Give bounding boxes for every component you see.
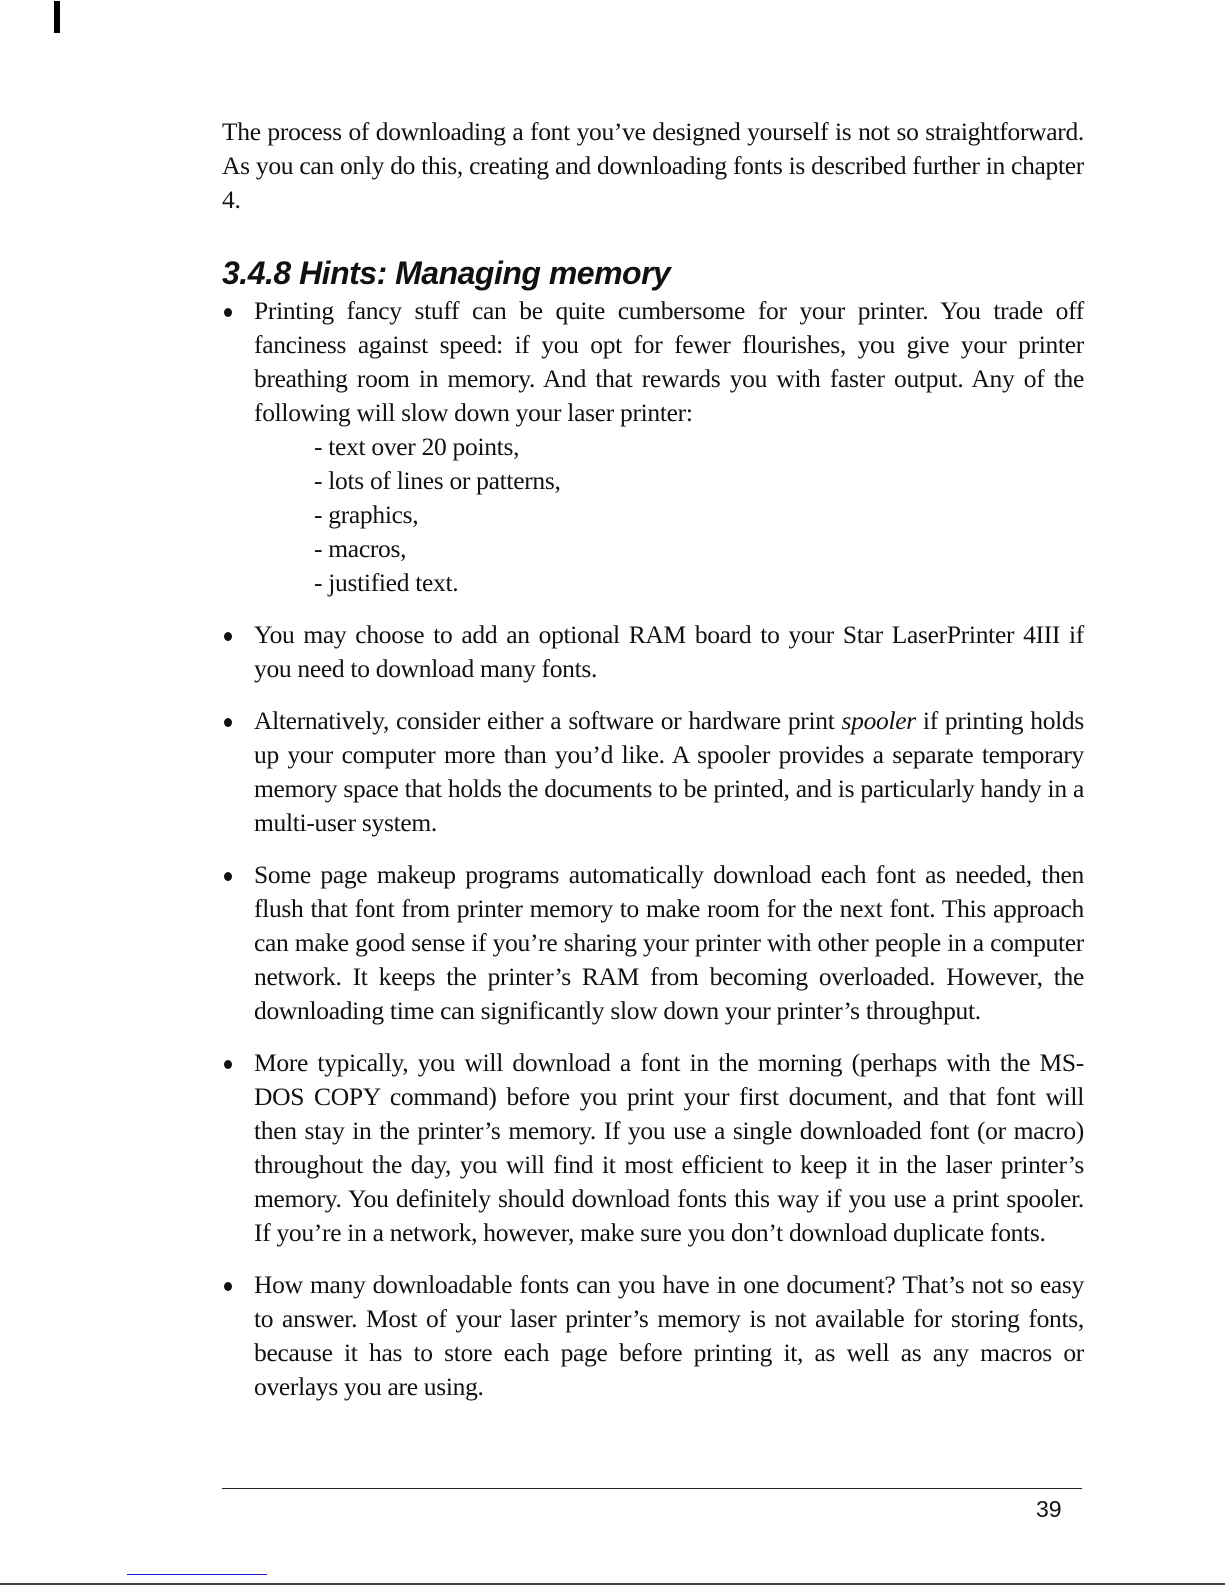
bullet-icon [224, 308, 232, 317]
list-item [222, 1046, 1084, 1250]
slowdown-factors-list [254, 430, 1084, 600]
sub-list-item: - graphics, [314, 500, 419, 529]
footer-rule [222, 1488, 1082, 1489]
text-segment: if printing holds up your computer more than you’d like. A spooler provides a separate temporary memory space that holds the documents to be printed, and is particularly handy in a multi-user system. [254, 706, 1084, 837]
list-item [222, 618, 1084, 686]
sub-list-item: - lots of lines or patterns, [314, 466, 561, 495]
emphasis-spooler: spooler [841, 706, 916, 735]
list-item [222, 1268, 1084, 1404]
list-item-text: Printing fancy stuff can be quite cumbersome for your printer. You trade off fanciness against speed: if you opt for fewer flourishes, you give your printer breathing room in memory. And that rewards you with faster output. Any of the following will slow down your laser printer: [254, 296, 1084, 427]
list-item-text: Some page makeup programs automatically download each font as needed, then flush that font from printer memory to make room for the next font. This approach can make good sense if you’re sharing your printer with other people in a computer network. It keeps the printer’s RAM from becoming overloaded. However, the downloading time can significantly slow down your printer’s throughput. [254, 860, 1084, 1025]
sub-list-item: - justified text. [314, 568, 459, 597]
sub-list-item: - text over 20 points, [314, 432, 520, 461]
list-item [222, 704, 1084, 840]
document-page [222, 115, 1084, 1422]
list-item [222, 294, 1084, 600]
bullet-icon [224, 718, 232, 727]
bullet-icon [224, 1060, 232, 1069]
sub-list-item: - macros, [314, 534, 407, 563]
hints-list [222, 294, 1084, 1404]
list-item [222, 858, 1084, 1028]
scan-margin-mark [54, 1, 60, 33]
section-heading: 3.4.8 Hints: Managing memory [222, 255, 671, 291]
scan-artifact-line [127, 1574, 267, 1575]
page-number: 39 [1036, 1496, 1062, 1522]
text-segment: Alternatively, consider either a software or hardware print [254, 706, 842, 735]
list-item-text: You may choose to add an optional RAM board to your Star LaserPrinter 4III if you need to download many fonts. [254, 620, 1084, 683]
list-item-text [254, 704, 1084, 840]
list-item-text: More typically, you will download a font in the morning (perhaps with the MS-DOS COPY command) before you print your first document, and that font will then stay in the printer’s memory. If you use a single downloaded font (or macro) throughout the day, you will find it most efficient to keep it in the laser printer’s memory. You definitely should download fonts this way if you use a print spooler. If you’re in a network, however, make sure you don’t download duplicate fonts. [254, 1048, 1084, 1247]
bullet-icon [224, 632, 232, 641]
list-item-text: How many downloadable fonts can you have in one document? That’s not so easy to answer. Most of your laser printer’s memory is not available for storing fonts, because it has to store each page before printing it, as well as any macros or overlays you are using. [254, 1270, 1084, 1401]
bullet-icon [224, 1282, 232, 1291]
intro-paragraph: The process of downloading a font you’ve designed yourself is not so straightforward. As you can only do this, creating and downloading fonts is described further in chapter 4. [222, 117, 1084, 214]
bullet-icon [224, 872, 232, 881]
